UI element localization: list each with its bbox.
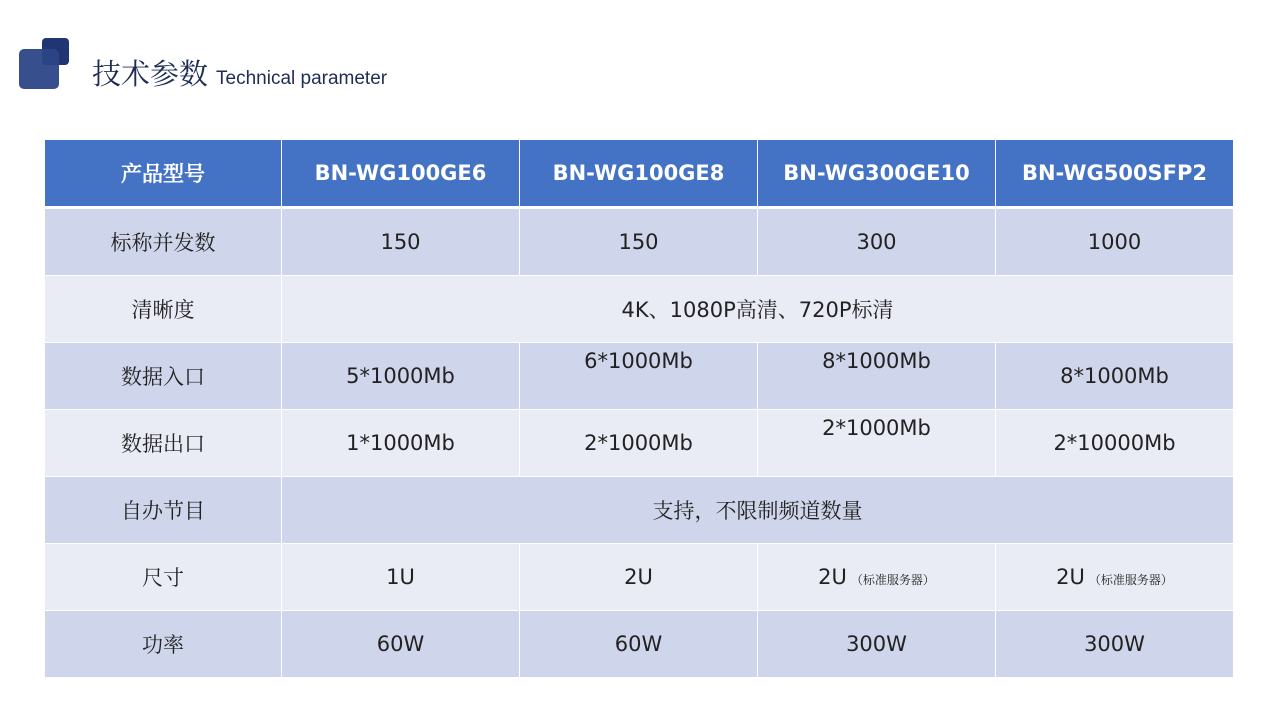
row-label: 清晰度 <box>45 276 282 343</box>
header-model: 产品型号 <box>45 140 282 208</box>
cell-text: 2U <box>1056 565 1085 589</box>
table-cell <box>758 410 996 477</box>
row-label: 数据出口 <box>45 410 282 477</box>
table-row-size <box>45 544 1234 611</box>
table-cell <box>758 343 996 410</box>
table-cell: 300W <box>996 611 1234 678</box>
table-row-data-in <box>45 343 1234 410</box>
table-row-data-out <box>45 410 1234 477</box>
logo-square-front <box>19 49 59 89</box>
page-title <box>92 52 387 93</box>
table-cell: 1U <box>282 544 520 611</box>
cell-note: （标准服务器） <box>1088 573 1173 587</box>
parameter-table <box>44 139 1234 678</box>
header-bn-wg500sfp2: BN-WG500SFP2 <box>996 140 1234 208</box>
table-cell <box>520 343 758 410</box>
table-cell: 60W <box>282 611 520 678</box>
row-label: 标称并发数 <box>45 208 282 276</box>
cell-text: 8*1000Mb <box>822 349 931 373</box>
table-cell: 150 <box>520 208 758 276</box>
cell-text: 6*1000Mb <box>584 349 693 373</box>
table-row-resolution <box>45 276 1234 343</box>
table-cell-merged: 4K、1080P高清、720P标清 <box>282 276 1234 343</box>
table-row-concurrency <box>45 208 1234 276</box>
cell-text: 2*1000Mb <box>822 416 931 440</box>
table-cell: 60W <box>520 611 758 678</box>
header-bn-wg100ge8: BN-WG100GE8 <box>520 140 758 208</box>
row-label: 尺寸 <box>45 544 282 611</box>
title-english: Technical parameter <box>216 68 388 89</box>
table-row-power <box>45 611 1234 678</box>
table-cell: 1*1000Mb <box>282 410 520 477</box>
row-label: 自办节目 <box>45 477 282 544</box>
table-cell: 300 <box>758 208 996 276</box>
header-bn-wg100ge6: BN-WG100GE6 <box>282 140 520 208</box>
table-cell: 300W <box>758 611 996 678</box>
row-label: 数据入口 <box>45 343 282 410</box>
header-bn-wg300ge10: BN-WG300GE10 <box>758 140 996 208</box>
table-cell: 8*1000Mb <box>996 343 1234 410</box>
table-cell <box>758 544 996 611</box>
table-cell: 2U <box>520 544 758 611</box>
table-cell: 150 <box>282 208 520 276</box>
table-cell: 1000 <box>996 208 1234 276</box>
table-cell: 5*1000Mb <box>282 343 520 410</box>
table-cell: 2*10000Mb <box>996 410 1234 477</box>
row-label: 功率 <box>45 611 282 678</box>
cell-text: 2U <box>818 565 847 589</box>
table-cell: 2*1000Mb <box>520 410 758 477</box>
logo-icon <box>19 38 71 90</box>
table-cell <box>996 544 1234 611</box>
table-header-row <box>45 140 1234 208</box>
table-row-self-program <box>45 477 1234 544</box>
cell-note: （标准服务器） <box>850 573 935 587</box>
table-cell-merged: 支持，不限制频道数量 <box>282 477 1234 544</box>
title-chinese: 技术参数 <box>92 57 209 91</box>
